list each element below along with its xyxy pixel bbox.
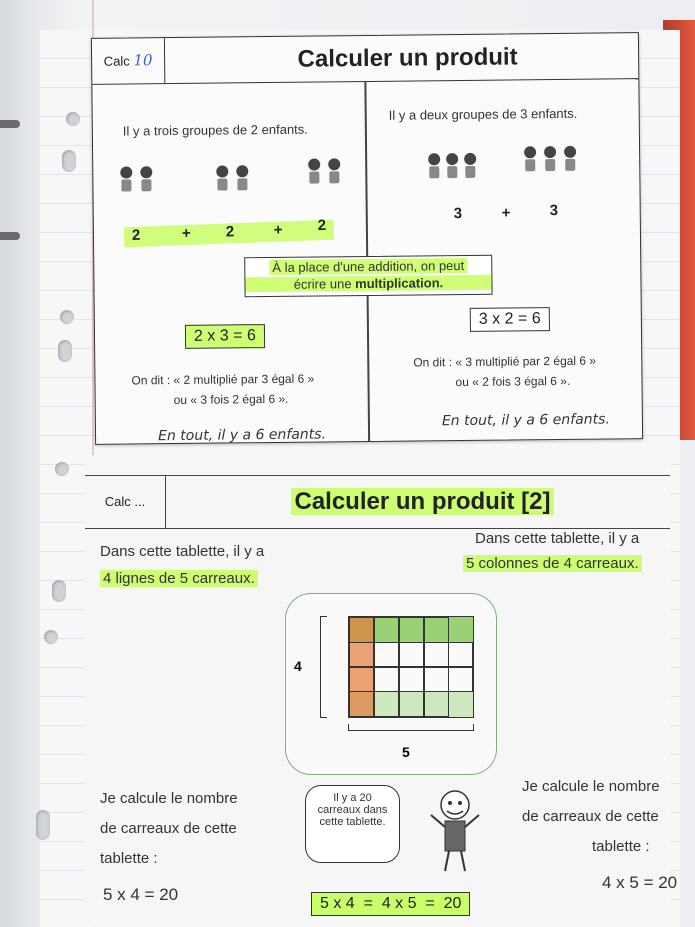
- calc-label: Calc ...: [85, 476, 166, 528]
- center-note-line2: écrire une: [293, 276, 356, 292]
- left-calc2: de carreaux de cette: [100, 820, 237, 837]
- right-calc1: Je calcule le nombre: [522, 778, 660, 795]
- left-calc1: Je calcule le nombre: [100, 790, 238, 807]
- left-said2: ou « 3 fois 2 égal 6 ».: [173, 391, 289, 408]
- punch-hole: [52, 580, 66, 602]
- sum-plus: +: [273, 221, 283, 239]
- left-calc3: tablette :: [100, 850, 158, 867]
- sum-plus: +: [181, 224, 191, 243]
- worksheet-1: [91, 32, 643, 445]
- binder-ring: [0, 120, 20, 128]
- left-sum: [124, 216, 335, 248]
- punch-hole: [62, 150, 76, 172]
- speech-bubble: [305, 785, 400, 863]
- sum-term: 2: [317, 216, 327, 235]
- binder-ring: [0, 232, 20, 240]
- right-said1: On dit : « 3 multiplié par 2 égal 6 »: [413, 353, 597, 370]
- chocolate-bar-figure: [285, 593, 497, 775]
- sheet2-header: [85, 475, 670, 529]
- sheet2-title: [175, 476, 670, 528]
- sheet1-header: [92, 33, 638, 85]
- calc-label: [92, 38, 165, 84]
- right-intro1: Dans cette tablette, il y a: [475, 530, 640, 547]
- sum-term: 2: [131, 226, 141, 244]
- center-note-keyword: multiplication.: [355, 275, 444, 292]
- chocolate-bar-grid: [348, 616, 474, 718]
- sum-term: 3: [549, 201, 559, 220]
- cartoon-character-icon: [425, 785, 485, 875]
- punch-hole: [58, 340, 72, 362]
- sum-term: 2: [225, 223, 235, 241]
- left-result: 5 x 4 = 20: [103, 885, 179, 904]
- cols-bracket: [348, 724, 474, 731]
- center-note: [244, 255, 492, 298]
- rows-label: 4: [294, 658, 302, 674]
- bubble-line1: Il y a 20: [333, 792, 372, 804]
- right-calc3: tablette :: [592, 838, 650, 855]
- right-sum: [453, 201, 574, 225]
- right-calc2: de carreaux de cette: [522, 808, 659, 825]
- center-note-line1: À la place d'une addition, on peut: [269, 258, 467, 275]
- punch-hole: [60, 310, 74, 324]
- sum-plus: +: [501, 204, 511, 222]
- punch-hole: [55, 462, 69, 476]
- punch-hole: [44, 630, 58, 644]
- right-result: 4 x 5 = 20: [602, 873, 678, 892]
- sheet2-title-text: Calculer un produit [2]: [291, 488, 553, 515]
- rows-bracket: [320, 616, 327, 718]
- right-intro: Il y a deux groupes de 3 enfants.: [388, 105, 578, 123]
- cols-label: 5: [402, 744, 410, 760]
- left-said1: On dit : « 2 multiplié par 3 égal 6 »: [131, 371, 315, 388]
- left-intro: Il y a trois groupes de 2 enfants.: [122, 121, 308, 139]
- punch-hole: [66, 112, 80, 126]
- bubble-line3: cette tablette.: [319, 816, 386, 828]
- right-said2: ou « 2 fois 3 égal 6 ».: [455, 373, 571, 390]
- left-intro1: Dans cette tablette, il y a: [100, 543, 265, 560]
- right-intro2: 5 colonnes de 4 carreaux.: [463, 555, 642, 572]
- calc-label-text: Calc: [103, 53, 130, 69]
- punch-hole: [36, 810, 50, 840]
- left-product: 2 x 3 = 6: [185, 324, 265, 349]
- calc-number: 10: [133, 51, 153, 70]
- bubble-line2: carreaux dans: [317, 804, 388, 816]
- sheet1-title: Calculer un produit: [297, 43, 518, 73]
- right-product: 3 x 2 = 6: [470, 307, 550, 332]
- sum-term: 3: [453, 205, 463, 223]
- left-total: En tout, il y a 6 enfants.: [157, 426, 327, 445]
- equality-box: 5 x 4 = 4 x 5 = 20: [311, 892, 470, 916]
- worksheet-2: [85, 455, 678, 927]
- right-total: En tout, il y a 6 enfants.: [441, 411, 610, 430]
- left-intro2: 4 lignes de 5 carreaux.: [100, 570, 258, 587]
